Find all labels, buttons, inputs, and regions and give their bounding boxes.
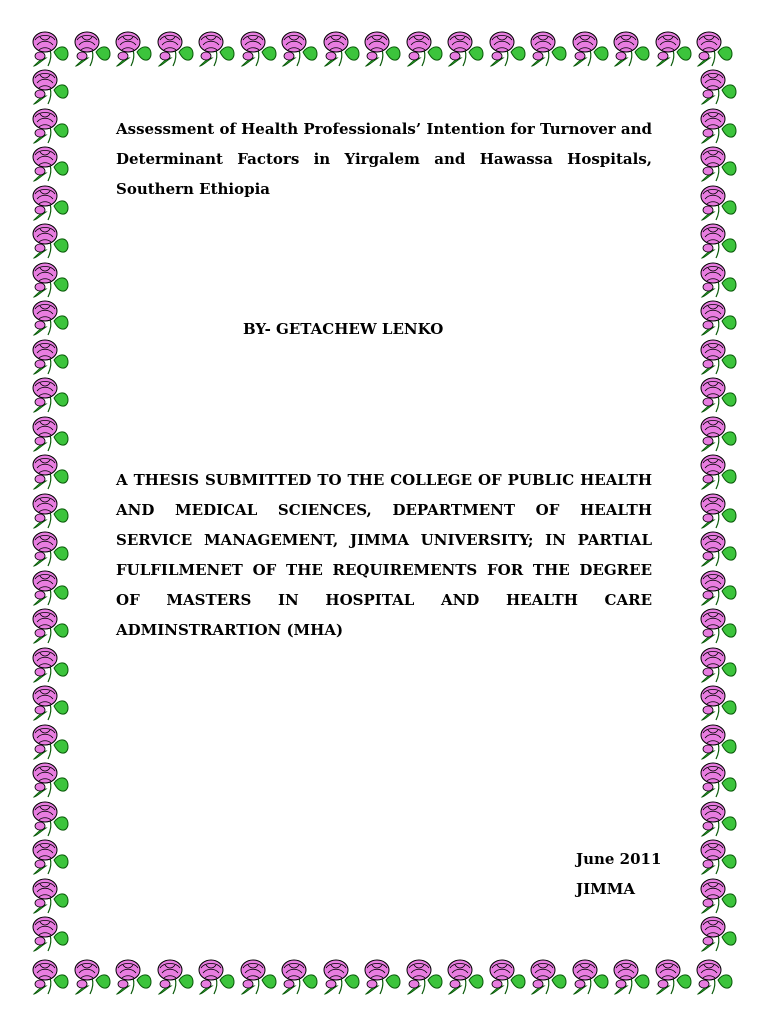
- rose-flower-icon: [698, 682, 738, 722]
- rose-flower-icon: [238, 956, 278, 996]
- rose-flower-icon: [321, 956, 361, 996]
- rose-flower-icon: [30, 490, 70, 530]
- rose-flower-icon: [698, 759, 738, 799]
- thesis-title: Assessment of Health Professionals’ Intention for Turnover and Determinant Factors in Yirgalem and Hawassa Hospitals, Southern Ethiopia: [116, 120, 652, 198]
- rose-flower-icon: [404, 956, 444, 996]
- rose-flower-icon: [30, 528, 70, 568]
- rose-flower-icon: [698, 836, 738, 876]
- rose-flower-icon: [698, 451, 738, 491]
- rose-flower-icon: [698, 413, 738, 453]
- rose-flower-icon: [653, 28, 693, 68]
- rose-flower-icon: [528, 956, 568, 996]
- rose-flower-icon: [698, 490, 738, 530]
- rose-flower-icon: [72, 956, 112, 996]
- rose-flower-icon: [113, 956, 153, 996]
- rose-flower-icon: [279, 956, 319, 996]
- rose-flower-icon: [30, 451, 70, 491]
- rose-flower-icon: [694, 956, 734, 996]
- rose-flower-icon: [487, 956, 527, 996]
- rose-flower-icon: [570, 28, 610, 68]
- rose-flower-icon: [694, 28, 734, 68]
- rose-flower-icon: [698, 259, 738, 299]
- rose-flower-icon: [698, 182, 738, 222]
- rose-flower-icon: [698, 66, 738, 106]
- rose-flower-icon: [30, 374, 70, 414]
- rose-flower-icon: [445, 956, 485, 996]
- rose-flower-icon: [362, 28, 402, 68]
- rose-flower-icon: [30, 413, 70, 453]
- rose-flower-icon: [30, 182, 70, 222]
- submission-statement: A THESIS SUBMITTED TO THE COLLEGE OF PUBLIC HEALTH AND MEDICAL SCIENCES, DEPARTMENT OF HEALTH SERVICE MANAGEMENT, JIMMA UNIVERSITY; IN PARTIAL FULFILMENET OF THE REQUIREMENTS FOR THE DEGREE OF MASTERS IN HOSPITAL AND HEALTH CARE ADMINSTRARTION (MHA): [116, 471, 652, 639]
- rose-flower-icon: [30, 956, 70, 996]
- rose-flower-icon: [611, 28, 651, 68]
- rose-flower-icon: [30, 105, 70, 145]
- rose-flower-icon: [30, 875, 70, 915]
- rose-flower-icon: [279, 28, 319, 68]
- rose-flower-icon: [570, 956, 610, 996]
- rose-flower-icon: [445, 28, 485, 68]
- rose-flower-icon: [113, 28, 153, 68]
- rose-flower-icon: [404, 28, 444, 68]
- rose-flower-icon: [72, 28, 112, 68]
- submission-place: JIMMA: [576, 880, 635, 898]
- rose-flower-icon: [698, 374, 738, 414]
- rose-flower-icon: [698, 297, 738, 337]
- rose-flower-icon: [30, 798, 70, 838]
- rose-flower-icon: [611, 956, 651, 996]
- rose-flower-icon: [698, 644, 738, 684]
- rose-flower-icon: [30, 336, 70, 376]
- rose-flower-icon: [155, 956, 195, 996]
- rose-flower-icon: [528, 28, 568, 68]
- rose-flower-icon: [30, 259, 70, 299]
- rose-flower-icon: [30, 143, 70, 183]
- rose-flower-icon: [487, 28, 527, 68]
- rose-flower-icon: [238, 28, 278, 68]
- rose-flower-icon: [698, 567, 738, 607]
- rose-flower-icon: [698, 336, 738, 376]
- rose-flower-icon: [698, 875, 738, 915]
- rose-flower-icon: [30, 220, 70, 260]
- rose-flower-icon: [698, 798, 738, 838]
- rose-flower-icon: [698, 528, 738, 568]
- rose-flower-icon: [30, 759, 70, 799]
- rose-flower-icon: [653, 956, 693, 996]
- rose-flower-icon: [698, 143, 738, 183]
- rose-flower-icon: [30, 836, 70, 876]
- rose-flower-icon: [30, 721, 70, 761]
- rose-flower-icon: [30, 682, 70, 722]
- rose-flower-icon: [362, 956, 402, 996]
- rose-flower-icon: [321, 28, 361, 68]
- rose-flower-icon: [698, 105, 738, 145]
- rose-flower-icon: [30, 644, 70, 684]
- rose-flower-icon: [698, 913, 738, 953]
- rose-flower-icon: [30, 913, 70, 953]
- rose-flower-icon: [698, 220, 738, 260]
- rose-flower-icon: [196, 956, 236, 996]
- submission-date: June 2011: [576, 850, 662, 868]
- rose-flower-icon: [698, 721, 738, 761]
- author-line: BY- GETACHEW LENKO: [243, 320, 444, 338]
- rose-flower-icon: [30, 297, 70, 337]
- rose-flower-icon: [196, 28, 236, 68]
- rose-flower-icon: [30, 28, 70, 68]
- rose-flower-icon: [30, 66, 70, 106]
- rose-flower-icon: [698, 605, 738, 645]
- rose-flower-icon: [30, 567, 70, 607]
- rose-flower-icon: [155, 28, 195, 68]
- rose-flower-icon: [30, 605, 70, 645]
